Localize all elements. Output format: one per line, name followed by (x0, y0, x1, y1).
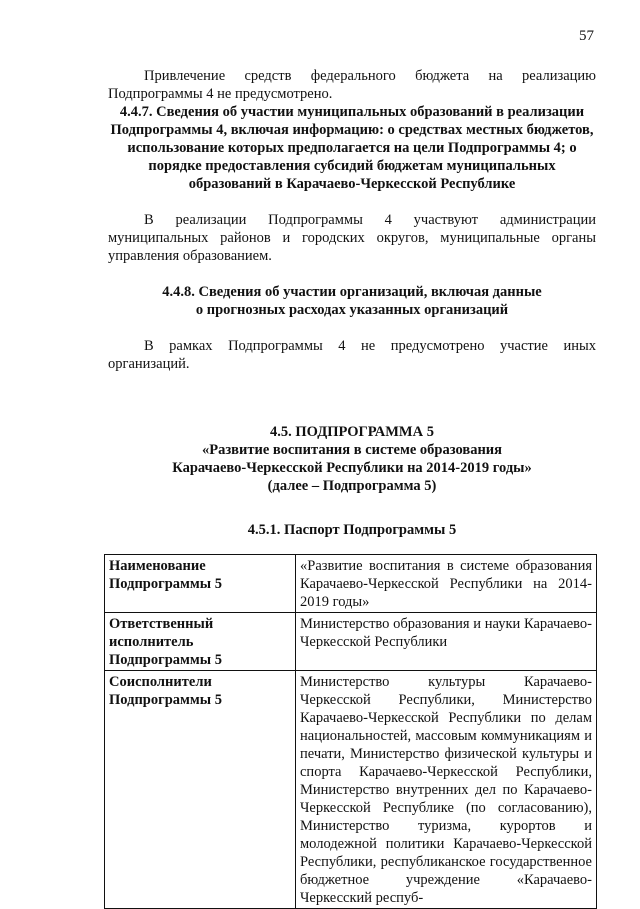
passport-value-cell: «Развитие воспитания в системе образования Карачаево-Черкесской Республики на 2014-2019 годы» (296, 555, 597, 613)
heading-4-4-8 (108, 283, 596, 319)
paragraph-organizations: В рамках Подпрограммы 4 не предусмотрено участие иных организаций. (108, 338, 596, 372)
subprogram-5-title-line3: Карачаево-Черкесской Республики на 2014-2019 годы» (172, 460, 532, 476)
page-number: 57 (579, 28, 594, 44)
passport-value-cell: Министерство образования и науки Карачаево-Черкесской Республики (296, 613, 597, 671)
heading-4-4-7: 4.4.7. Сведения об участии муниципальных образований в реализации Подпрограммы 4, включая информацию: о средствах местных бюджетов, использование которых предполагается на цели Подпрограммы 4; о порядке предоставления субсидий бюджетам муниципальных образований в Карачаево-Черкесской Республике (110, 104, 594, 192)
passport-table (104, 554, 597, 909)
page-content (108, 67, 596, 909)
subprogram-5-title-line2: «Развитие воспитания в системе образования (201, 442, 503, 458)
heading-4-5-1: 4.5.1. Паспорт Подпрограммы 5 (247, 522, 457, 538)
table-row (105, 671, 597, 909)
subprogram-5-title-line4: (далее – Подпрограмма 5) (267, 478, 437, 494)
subprogram-5-title-line1: 4.5. ПОДПРОГРАММА 5 (270, 424, 434, 440)
passport-name-cell: Ответственный исполнитель Подпрограммы 5 (105, 613, 296, 671)
heading-4-4-8-line2: о прогнозных расходах указанных организаций (195, 302, 509, 318)
passport-value-cell: Министерство культуры Карачаево-Черкесской Республики, Министерство Карачаево-Черкесской Республики по делам национальностей, массовым коммуникациям и печати, Министерство физической культуры и спорта Карачаево-Черкесской Республики, Министерство внутренних дел по Карачаево-Черкесской Республике (по согласованию), Министерство туризма, курортов и молодежной политики Карачаево-Черкесской Республики, республиканское государственное бюджетное учреждение «Карачаево-Черкесский респуб- (296, 671, 597, 909)
table-row (105, 613, 597, 671)
heading-4-4-8-line1: 4.4.8. Сведения об участии организаций, включая данные (162, 284, 542, 300)
paragraph-municipal-participation: В реализации Подпрограммы 4 участвуют администрации муниципальных районов и городских округов, муниципальные органы управления образованием. (108, 212, 596, 264)
paragraph-federal-funding: Привлечение средств федерального бюджета на реализацию Подпрограммы 4 не предусмотрено. (108, 68, 596, 102)
table-row (105, 555, 597, 613)
passport-name-cell: Наименование Подпрограммы 5 (105, 555, 296, 613)
passport-name-cell: Соисполнители Подпрограммы 5 (105, 671, 296, 909)
subprogram-5-title (108, 423, 596, 495)
